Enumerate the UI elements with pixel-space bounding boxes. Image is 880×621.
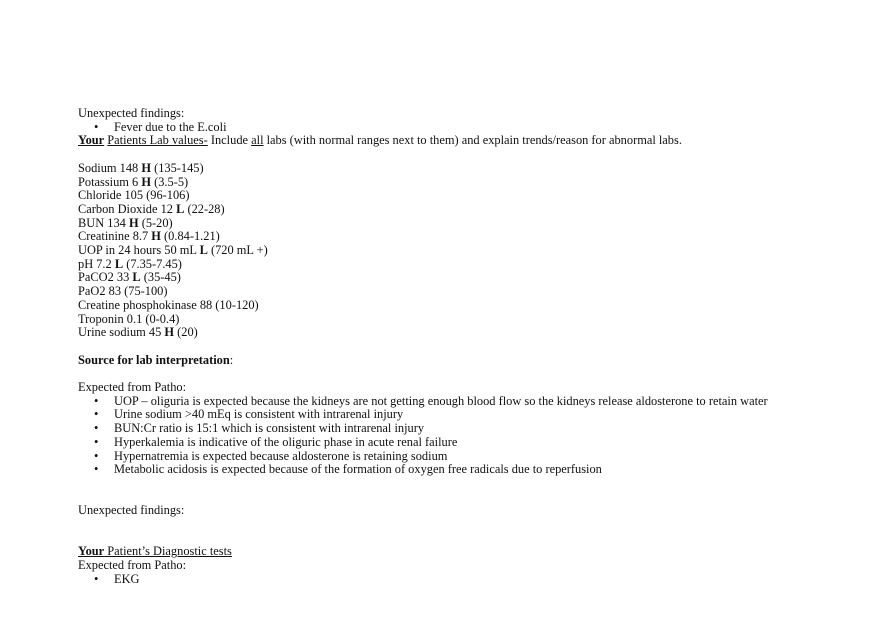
spacer <box>78 477 868 504</box>
lab-values-all: all <box>251 133 264 148</box>
lab-row: pH 7.2 L (7.35-7.45) <box>78 256 182 271</box>
expected-patho-list <box>78 395 868 477</box>
your-label: Your <box>78 544 105 559</box>
lab-row: Chloride 105 (96-106) <box>78 188 190 203</box>
lab-row: PaO2 83 (75-100) <box>78 284 168 299</box>
list-item: • Metabolic acidosis is expected because of the formation of oxygen free radicals due to reperfusion <box>78 463 868 477</box>
diagnostic-tests-list <box>78 573 868 587</box>
lab-values-pre: Include <box>207 133 252 148</box>
lab-row: UOP in 24 hours 50 mL L (720 mL +) <box>78 243 268 258</box>
lab-row: Creatinine 8.7 H (0.84-1.21) <box>78 229 220 244</box>
lab-row: Troponin 0.1 (0-0.4) <box>78 311 180 326</box>
lab-row: Potassium 6 H (3.5-5) <box>78 174 189 189</box>
list-item: • EKG <box>78 573 868 587</box>
expected-patho-heading-2: Expected from Patho: <box>78 558 187 573</box>
diagnostic-tests-title: Patient’s Diagnostic tests <box>104 544 232 559</box>
diagnostic-tests-header <box>78 545 868 559</box>
lab-row: Urine sodium 45 H (20) <box>78 325 198 340</box>
spacer <box>78 518 868 545</box>
lab-values-header <box>78 134 868 148</box>
list-item: • Hyperkalemia is indicative of the oliguric phase in acute renal failure <box>78 436 868 450</box>
list-item: • UOP – oliguria is expected because the kidneys are not getting enough blood flow so the kidneys release aldosterone to retain water <box>78 395 868 409</box>
lab-row: Carbon Dioxide 12 L (22-28) <box>78 201 225 216</box>
lab-values-title: Patients Lab values- <box>107 133 208 148</box>
lab-row: Sodium 148 H (135-145) <box>78 160 204 175</box>
spacer <box>78 340 868 354</box>
expected-patho-heading: Expected from Patho: <box>78 380 187 395</box>
unexpected-findings-list <box>78 121 868 135</box>
lab-row: PaCO2 33 L (35-45) <box>78 270 181 285</box>
list-item: • BUN:Cr ratio is 15:1 which is consistent with intrarenal injury <box>78 422 868 436</box>
spacer <box>78 367 868 381</box>
list-item: • Urine sodium >40 mEq is consistent with intrarenal injury <box>78 408 868 422</box>
unexpected-findings-heading-2: Unexpected findings: <box>78 503 185 518</box>
spacer <box>78 148 868 162</box>
document-page <box>78 107 868 587</box>
lab-row: Creatine phosphokinase 88 (10-120) <box>78 297 259 312</box>
lab-row: BUN 134 H (5-20) <box>78 215 173 230</box>
source-heading: Source for lab interpretation: <box>78 352 234 367</box>
unexpected-findings-heading: Unexpected findings: <box>78 106 185 120</box>
your-label: Your <box>78 133 105 148</box>
lab-values-instructions: labs (with normal ranges next to them) and explain trends/reason for abnormal labs. <box>263 133 682 148</box>
list-item: • Fever due to the E.coli <box>78 121 868 135</box>
lab-values-list <box>78 162 868 340</box>
list-item: • Hypernatremia is expected because aldosterone is retaining sodium <box>78 450 868 464</box>
